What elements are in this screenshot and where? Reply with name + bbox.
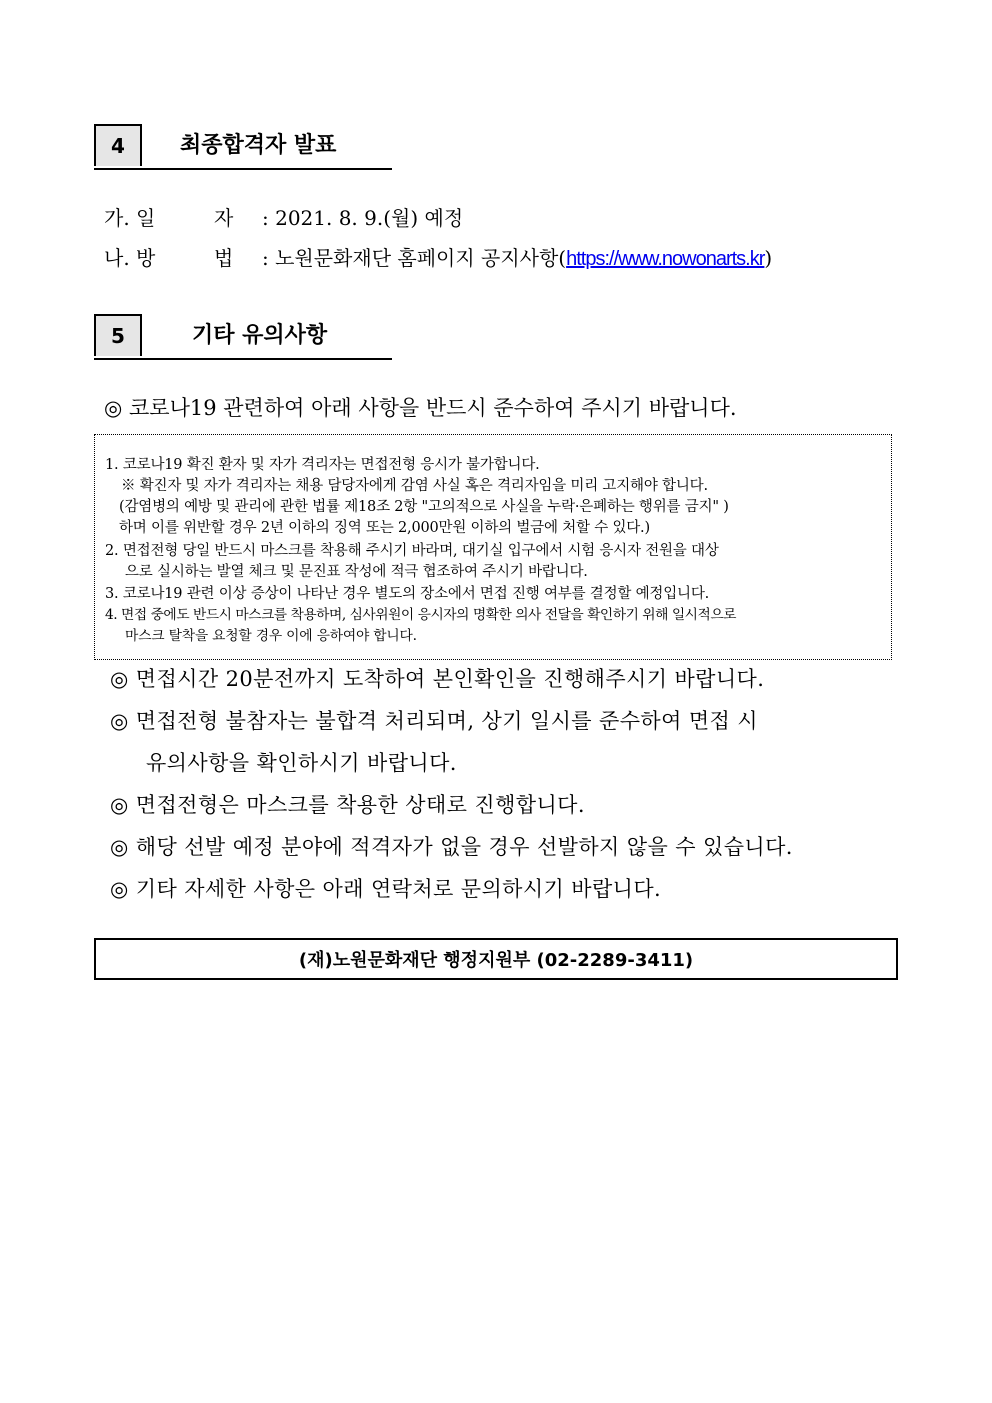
contact-box: (재)노원문화재단 행정지원부 (02-2289-3411) xyxy=(94,938,898,980)
bullet-item: ◎ 기타 자세한 사항은 아래 연락처로 문의하시기 바랍니다. xyxy=(110,877,662,901)
bullet-item: ◎ 면접전형은 마스크를 착용한 상태로 진행합니다. xyxy=(110,793,585,817)
homepage-link[interactable]: https://www.nowonarts.kr xyxy=(566,248,765,270)
notice-line: 하며 이를 위반할 경우 2년 이하의 징역 또는 2,000만원 이하의 벌금에 처할 수 있다.) xyxy=(119,520,650,536)
section-5-title: 기타 유의사항 xyxy=(192,323,328,348)
date-key-b: 자 xyxy=(214,206,234,230)
notice-line: 마스크 탈착을 요청할 경우 이에 응하여야 합니다. xyxy=(125,628,417,644)
notice-line: (감염병의 예방 및 관리에 관한 법률 제18조 2항 "고의적으로 사실을 누락·은폐하는 행위를 금지" ) xyxy=(119,499,729,515)
notice-line: ※ 확진자 및 자가 격리자는 채용 담당자에게 감염 사실 혹은 격리자임을 미리 고지해야 합니다. xyxy=(121,478,708,494)
method-value: : 노원문화재단 홈페이지 공지사항( xyxy=(262,246,567,270)
covid-notice-box xyxy=(94,434,892,660)
section-5-number: 5 xyxy=(94,314,142,356)
notice-line: 3. 코로나19 관련 이상 증상이 나타난 경우 별도의 장소에서 면접 진행 여부를 결정할 예정입니다. xyxy=(105,586,710,602)
bullet-item: ◎ 면접전형 불참자는 불합격 처리되며, 상기 일시를 준수하여 면접 시 xyxy=(110,709,758,733)
announcement-method-row xyxy=(104,242,772,271)
notice-line: 으로 실시하는 발열 체크 및 문진표 작성에 적극 협조하여 주시기 바랍니다. xyxy=(125,564,588,580)
section-4-title: 최종합격자 발표 xyxy=(180,133,337,158)
bullet-item: ◎ 해당 선발 예정 분야에 적격자가 없을 경우 선발하지 않을 수 있습니다. xyxy=(110,835,793,859)
section-5-heading xyxy=(94,314,392,360)
covid-intro: ◎ 코로나19 관련하여 아래 사항을 반드시 준수하여 주시기 바랍니다. xyxy=(104,396,737,420)
method-key-a: 나. 방 xyxy=(104,246,156,270)
method-close: ) xyxy=(764,246,773,270)
notice-line: 4. 면접 중에도 반드시 마스크를 착용하며, 심사위원이 응시자의 명확한 의사 전달을 확인하기 위해 일시적으로 xyxy=(105,607,736,623)
section-4-heading xyxy=(94,124,392,170)
announcement-date-row xyxy=(104,202,463,231)
method-key-b: 법 xyxy=(214,246,234,270)
notice-line: 2. 면접전형 당일 반드시 마스크를 착용해 주시기 바라며, 대기실 입구에서 시험 응시자 전원을 대상 xyxy=(105,543,719,559)
date-value: : 2021. 8. 9.(월) 예정 xyxy=(262,206,464,230)
date-key-a: 가. 일 xyxy=(104,206,156,230)
bullet-item: ◎ 면접시간 20분전까지 도착하여 본인확인을 진행해주시기 바랍니다. xyxy=(110,667,765,691)
section-4-number: 4 xyxy=(94,124,142,166)
notice-line: 1. 코로나19 확진 환자 및 자가 격리자는 면접전형 응시가 불가합니다. xyxy=(105,457,540,473)
bullet-item-continued: 유의사항을 확인하시기 바랍니다. xyxy=(146,751,457,775)
